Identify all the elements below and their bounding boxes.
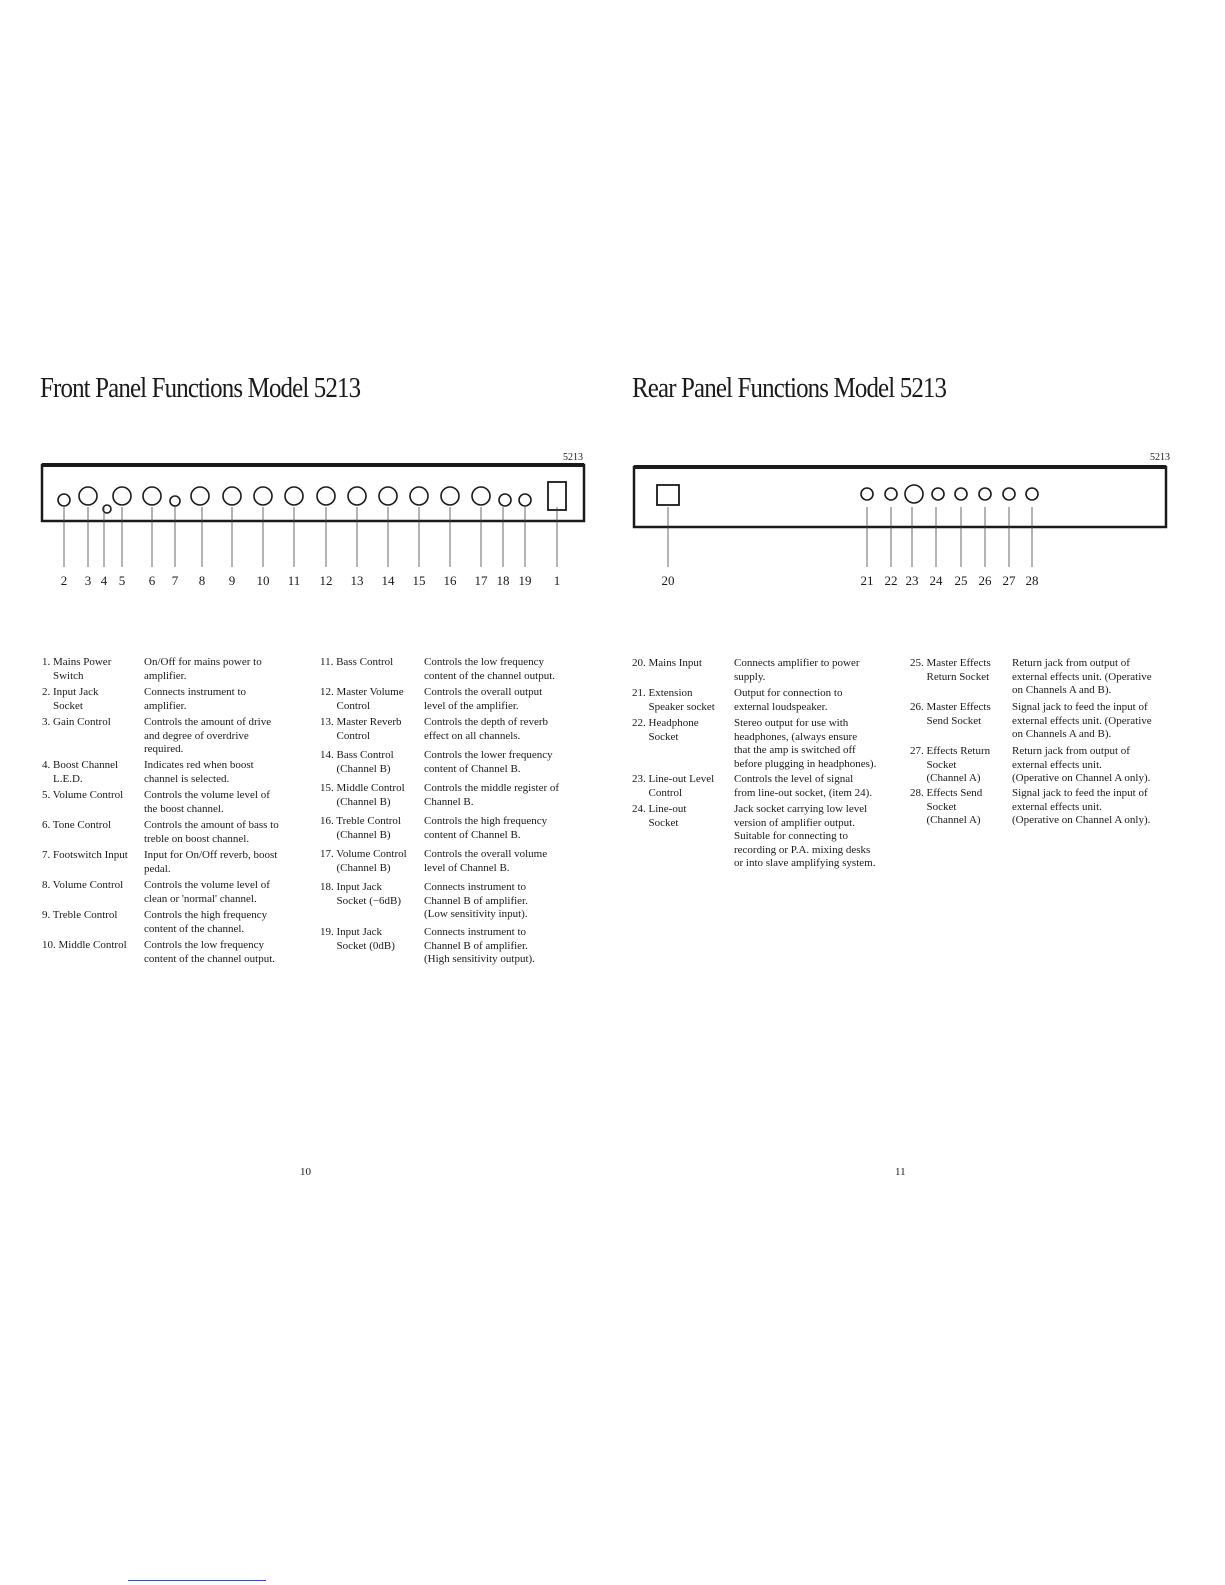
front-callout-number: 3 [84,573,92,588]
front-control-6 [170,496,180,506]
front-control-16 [472,487,490,505]
item-label: 17. Volume Control (Channel B) [320,848,407,874]
item-text: Controls the middle register of Channel B. [424,782,560,808]
front-control-18 [519,494,531,506]
left-page [0,0,612,1585]
item-text: Output for connection to external loudspeaker. [734,687,843,713]
item-text: Return jack from output of external effects unit. (Operative on Channels A and B). [1012,657,1152,696]
item-text: On/Off for mains power to amplifier. [144,656,262,682]
item-text: Controls the high frequency content of Channel B. [424,815,548,841]
item-text: Controls the amount of drive and degree of overdrive required. [144,716,272,755]
item-text: Controls the volume level of clean or 'normal' channel. [144,879,270,905]
front-control-7 [191,487,209,505]
item-label: 23. Line-out Level Control [632,773,715,799]
front-callout-number: 10 [256,573,270,588]
item-label: 25. Master Effects Return Socket [910,657,991,683]
item-label: 9. Treble Control [42,909,118,921]
rear-callout-number: 21 [860,573,874,588]
front-callout-number: 11 [287,573,301,588]
item-text: Controls the low frequency content of the channel output. [144,939,276,965]
front-callout-number: 14 [381,573,395,588]
item-label: 24. Line-out Socket [632,803,687,829]
item-label: 15. Middle Control (Channel B) [320,782,405,808]
item-text: Return jack from output of external effects unit. (Operative on Channel A only). [1012,745,1151,784]
item-label: 4. Boost Channel L.E.D. [42,759,119,785]
rear-control-21 [861,488,873,500]
item-label: 20. Mains Input [632,657,702,669]
rear-control-28 [1026,488,1038,500]
item-text: Controls the depth of reverb effect on all channels. [424,716,549,742]
item-label: 14. Bass Control (Channel B) [320,749,394,775]
item-text: Controls the level of signal from line-out socket, (item 24). [734,773,873,799]
front-callout-number: 18 [496,573,510,588]
front-control-1 [58,494,70,506]
item-text: Controls the overall output level of the amplifier. [424,686,543,712]
front-panel-title: Front Panel Functions Model 5213 [40,372,361,404]
front-control-10 [285,487,303,505]
item-text: Controls the amount of bass to treble on boost channel. [144,819,279,845]
rear-callout-number: 25 [954,573,968,588]
item-text: Controls the lower frequency content of Channel B. [424,749,553,775]
item-label: 8. Volume Control [42,879,124,891]
bottom-rule [128,1580,266,1581]
front-control-15 [441,487,459,505]
rear-control-25 [955,488,967,500]
front-callout-number: 4 [100,573,108,588]
item-text: Jack socket carrying low level version of amplifier output. Suitable for connecting to recording or P.A. mixing desks or into slave amplifying system. [734,803,876,869]
front-control-9 [254,487,272,505]
front-callout-number: 15 [412,573,426,588]
front-control-17 [499,494,511,506]
front-callout-number: 7 [171,573,179,588]
item-text: Controls the overall volume level of Channel B. [424,848,548,874]
front-callout-number: 9 [228,573,236,588]
item-label: 1. Mains Power Switch [42,656,112,682]
front-control-4 [113,487,131,505]
front-callout-number: 6 [148,573,156,588]
item-label: 18. Input Jack Socket (−6dB) [320,881,402,907]
rear-control-27 [1003,488,1015,500]
front-control-2 [79,487,97,505]
item-label: 27. Effects Return Socket (Channel A) [910,745,991,784]
item-text: Stereo output for use with headphones, (always ensure that the amp is switched off before plugging in headphones). [734,717,877,770]
item-label: 26. Master Effects Send Socket [910,701,991,727]
front-control-12 [348,487,366,505]
page-number-right: 11 [895,1166,906,1178]
rear-panel-title: Rear Panel Functions Model 5213 [632,372,947,404]
item-label: 3. Gain Control [42,716,111,728]
front-model-tag: 5213 [563,452,583,463]
rear-callout-number: 22 [884,573,898,588]
item-label: 2. Input Jack Socket [42,686,99,712]
item-label: 5. Volume Control [42,789,124,801]
rear-control-24 [932,488,944,500]
item-label: 22. Headphone Socket [632,717,699,743]
item-text: Controls the low frequency content of the channel output. [424,656,556,682]
item-text: Signal jack to feed the input of external effects unit. (Operative on Channels A and B). [1012,701,1152,740]
front-panel-diagram [0,455,612,595]
item-text: Signal jack to feed the input of external effects unit. (Operative on Channel A only). [1012,787,1151,826]
rear-model-tag: 5213 [1150,452,1170,463]
rear-control-22 [885,488,897,500]
rear-callout-number: 26 [978,573,992,588]
rear-control-23 [905,485,923,503]
rear-callout-number: 20 [661,573,675,588]
front-callout-number: 8 [198,573,206,588]
mains-input-socket [657,485,679,505]
item-text: Connects amplifier to power supply. [734,657,860,683]
front-callout-number: 19 [518,573,532,588]
front-control-13 [379,487,397,505]
front-callout-number: 1 [553,573,561,588]
rear-control-26 [979,488,991,500]
item-text: Connects instrument to Channel B of amplifier. (High sensitivity output). [424,926,535,965]
rear-callout-number: 24 [929,573,943,588]
item-label: 28. Effects Send Socket (Channel A) [910,787,983,826]
rear-panel-diagram [612,455,1225,595]
item-label: 12. Master Volume Control [320,686,404,712]
item-label: 21. Extension Speaker socket [632,687,715,713]
front-control-8 [223,487,241,505]
item-text: Indicates red when boost channel is selected. [144,759,254,785]
item-text: Controls the high frequency content of the channel. [144,909,268,935]
item-label: 19. Input Jack Socket (0dB) [320,926,395,952]
mains-switch [548,482,566,510]
item-label: 11. Bass Control [320,656,394,668]
front-callout-number: 13 [350,573,364,588]
front-callout-number: 2 [60,573,68,588]
right-page [612,0,1225,1585]
item-label: 6. Tone Control [42,819,111,831]
item-label: 7. Footswitch Input [42,849,128,861]
rear-callout-number: 23 [905,573,919,588]
front-control-11 [317,487,335,505]
rear-panel-outline [634,467,1166,527]
item-text: Controls the volume level of the boost channel. [144,789,270,815]
item-text: Connects instrument to amplifier. [144,686,247,712]
front-callout-number: 12 [319,573,333,588]
front-callout-number: 5 [118,573,126,588]
item-text: Connects instrument to Channel B of amplifier. (Low sensitivity input). [424,881,528,920]
item-label: 13. Master Reverb Control [320,716,402,742]
item-text: Input for On/Off reverb, boost pedal. [144,849,278,875]
page-number-left: 10 [300,1166,311,1178]
item-label: 16. Treble Control (Channel B) [320,815,401,841]
front-callout-number: 17 [474,573,488,588]
front-control-14 [410,487,428,505]
rear-callout-number: 28 [1025,573,1039,588]
front-callout-number: 16 [443,573,457,588]
rear-callout-number: 27 [1002,573,1016,588]
front-control-5 [143,487,161,505]
item-label: 10. Middle Control [42,939,127,951]
